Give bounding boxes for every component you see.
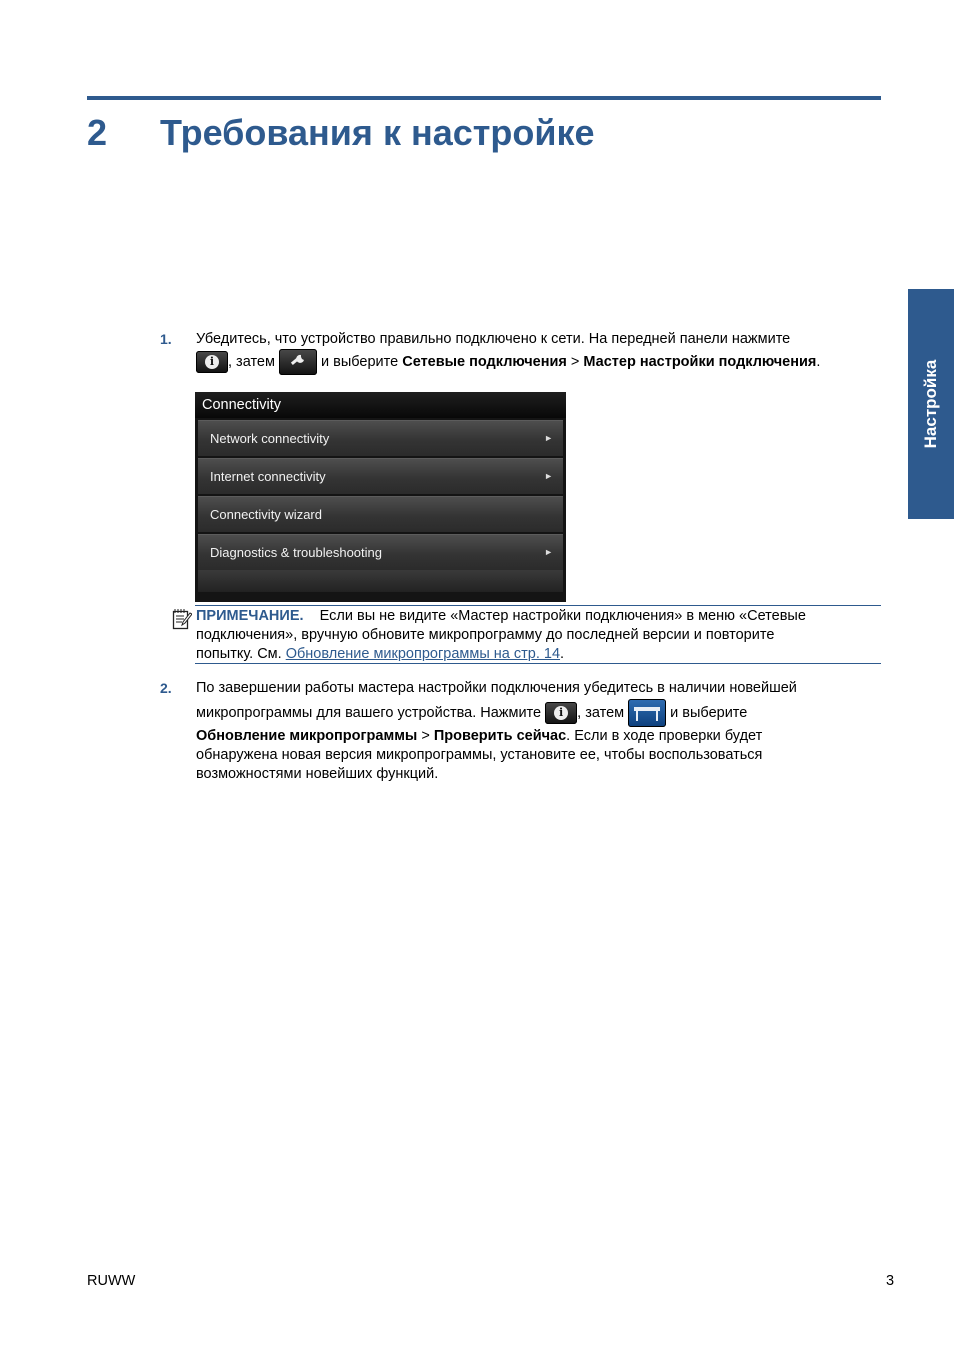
- note-text: попытку. См.: [196, 646, 282, 662]
- note-top-rule: [195, 605, 881, 606]
- note-line-3: [196, 645, 564, 664]
- menu-item-network[interactable]: [198, 420, 563, 456]
- step-1-line-2: [196, 349, 820, 375]
- step-2-text: микропрограммы для вашего устройства. Нажмите: [196, 704, 542, 721]
- menu-path-1: Обновление микропрограммы: [196, 728, 418, 744]
- note-line-1: [196, 607, 806, 626]
- step-2-line-3: [196, 727, 762, 746]
- note-line-2: подключения», вручную обновите микропрограмму до последней версии и повторите: [196, 627, 775, 643]
- menu-item-label: Network connectivity: [210, 431, 330, 446]
- menu-item-internet[interactable]: [198, 458, 563, 494]
- side-tab-label: Настройка: [921, 359, 940, 449]
- menu-item-diagnostics[interactable]: [198, 534, 563, 570]
- menu-item-label: Connectivity wizard: [210, 507, 322, 522]
- step-2-line-1: По завершении работы мастера настройки подключения убедитесь в наличии новейшей: [196, 680, 797, 696]
- note-icon: [172, 608, 192, 630]
- menu-item-wizard[interactable]: [198, 496, 563, 532]
- arrow-right-icon: ►: [544, 547, 553, 557]
- period: .: [560, 646, 565, 662]
- step-2-line-2: [196, 699, 747, 727]
- chapter-title: Требования к настройке: [160, 112, 595, 153]
- separator: >: [421, 728, 430, 744]
- page-number: 3: [886, 1273, 895, 1289]
- step-2-line-5: возможностями новейших функций.: [196, 766, 439, 782]
- separator: >: [570, 353, 580, 370]
- step-2-text: . Если в ходе проверки будет: [566, 728, 763, 744]
- step-1-number: 1.: [160, 331, 172, 347]
- chapter-number: 2: [87, 112, 108, 153]
- menu-path-2: Мастер настройки подключения: [583, 353, 817, 370]
- step-2-number: 2.: [160, 680, 172, 696]
- wrench-icon: [279, 349, 317, 375]
- screen-footer: [198, 570, 563, 592]
- footer-locale: RUWW: [87, 1273, 136, 1289]
- note-label: ПРИМЕЧАНИЕ.: [196, 608, 304, 624]
- note-text: Если вы не видите «Мастер настройки подключения» в меню «Сетевые: [319, 608, 806, 624]
- menu-path-1: Сетевые подключения: [402, 353, 567, 370]
- screen-title: Connectivity: [195, 392, 566, 418]
- step-2-line-4: обнаружена новая версия микропрограммы, установите ее, чтобы воспользоваться: [196, 747, 763, 763]
- chapter-rule: [87, 96, 881, 100]
- menu-path-2: Проверить сейчас: [433, 728, 567, 744]
- then-text: , затем: [577, 704, 625, 721]
- firmware-update-link[interactable]: Обновление микропрограммы на стр. 14: [285, 646, 561, 662]
- info-icon: i: [196, 351, 228, 373]
- menu-item-label: Internet connectivity: [210, 469, 326, 484]
- note-bottom-rule: [195, 663, 881, 664]
- connectivity-screen: [195, 392, 566, 602]
- info-icon: i: [545, 702, 577, 724]
- choose-text: и выберите: [321, 353, 399, 370]
- then-text: , затем: [228, 353, 275, 370]
- arrow-right-icon: ►: [544, 471, 553, 481]
- arrow-right-icon: ►: [544, 433, 553, 443]
- period: .: [816, 353, 821, 370]
- step-1-line-1: Убедитесь, что устройство правильно подключено к сети. На передней панели нажмите: [196, 331, 791, 347]
- printer-icon: [628, 699, 666, 727]
- choose-text: и выберите: [670, 704, 748, 721]
- side-tab[interactable]: [908, 289, 954, 519]
- menu-item-label: Diagnostics & troubleshooting: [210, 545, 382, 560]
